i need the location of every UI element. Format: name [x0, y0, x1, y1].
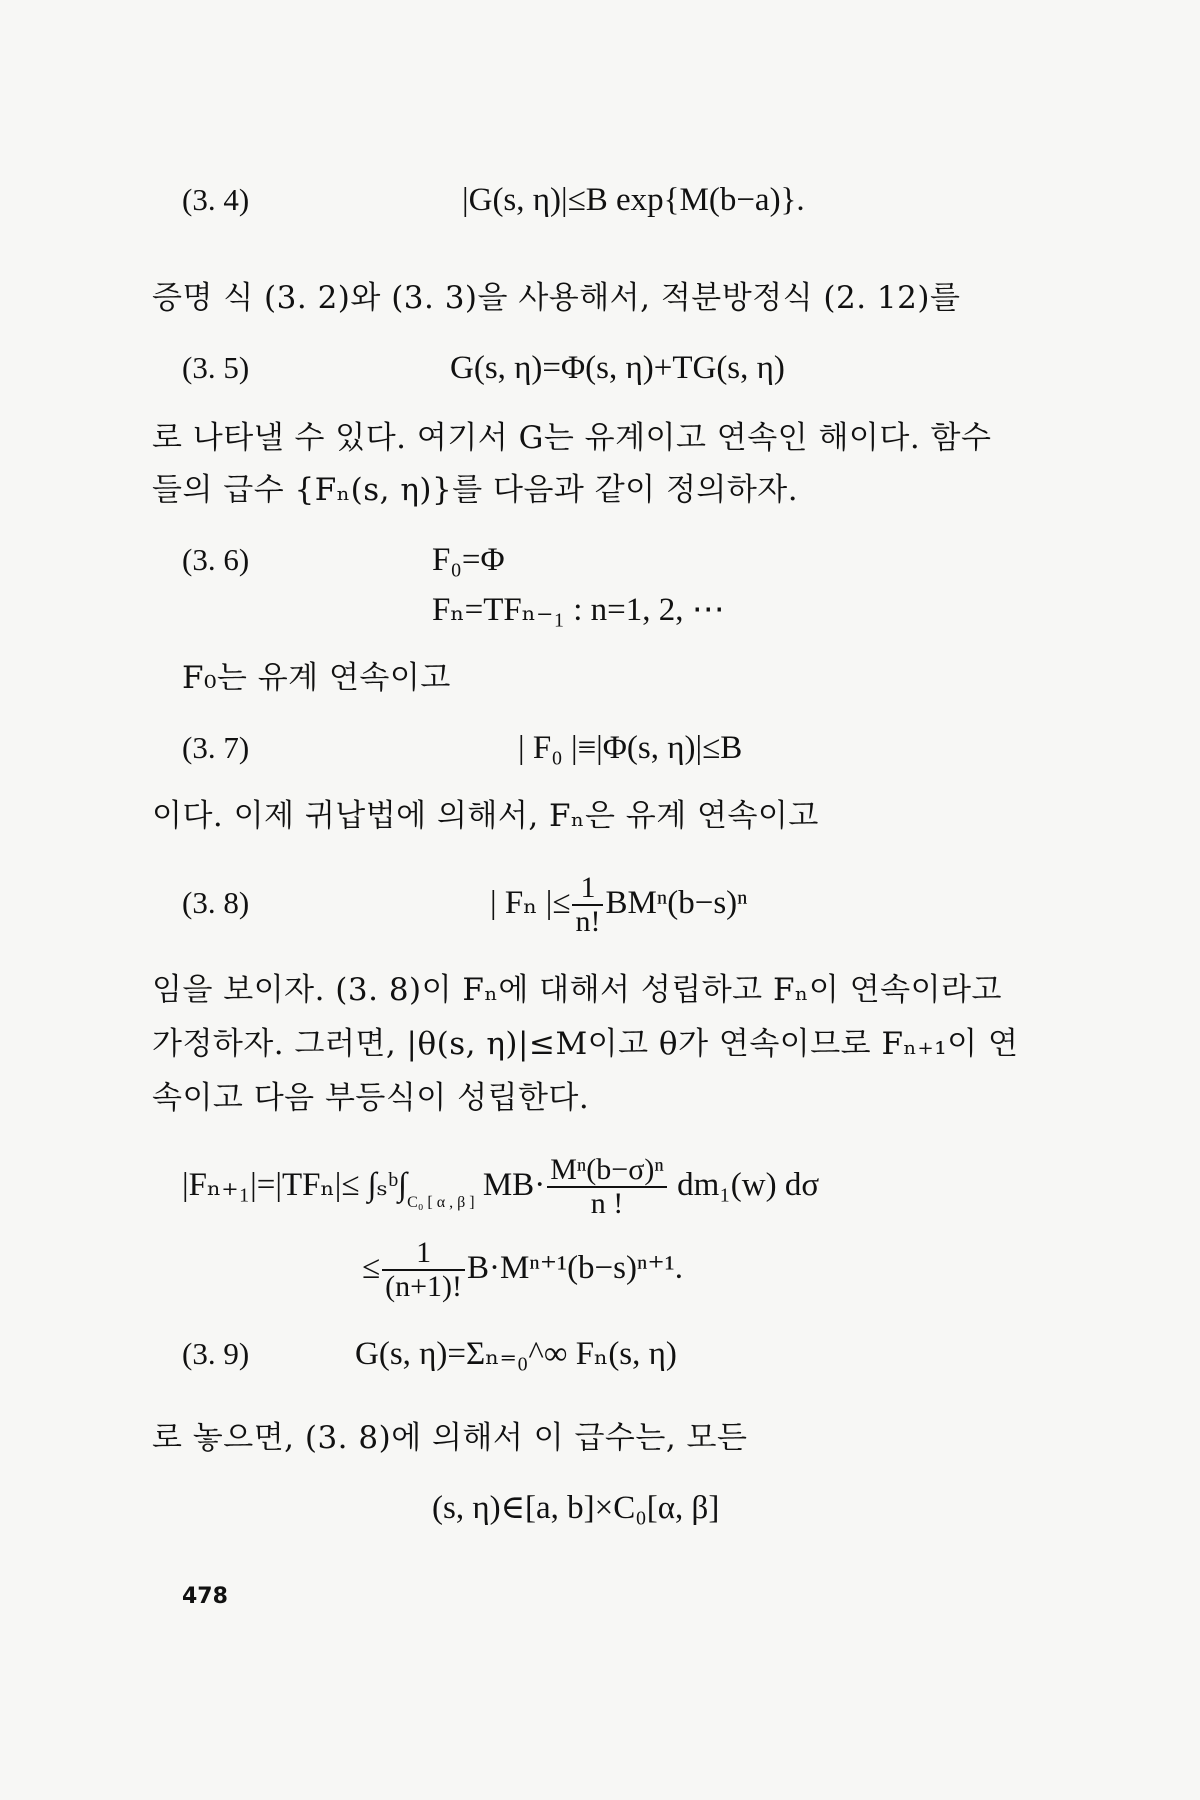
eq-part: B·Mⁿ⁺¹(b−s)ⁿ⁺¹. — [467, 1250, 683, 1286]
eq-part: |Fₙ₊₁|=|TFₙ|≤ ∫ₛᵇ∫ — [182, 1167, 408, 1203]
equation-3-4: |G(s, η)|≤B exp{M(b−a)}. — [462, 182, 805, 218]
paragraph-line: 이다. 이제 귀납법에 의해서, Fₙ은 유계 연속이고 — [152, 798, 819, 834]
fraction-numerator: 1 — [572, 872, 603, 906]
paragraph-line: 로 놓으면, (3. 8)에 의해서 이 급수는, 모든 — [152, 1420, 748, 1456]
fraction-denominator: n! — [575, 905, 601, 939]
fraction-denominator: n ! — [590, 1187, 624, 1221]
domain-expression: (s, η)∈[a, b]×C₀[α, β] — [432, 1490, 720, 1526]
paragraph-line: 임을 보이자. (3. 8)이 Fₙ에 대해서 성립하고 Fₙ이 연속이라고 — [152, 972, 1002, 1008]
inequality-line-2 — [362, 1226, 683, 1310]
fraction — [547, 1154, 667, 1220]
equation-3-6b: Fₙ=TFₙ₋₁ : n=1, 2, ⋯ — [432, 592, 725, 628]
paragraph-line: 증명 식 (3. 2)와 (3. 3)을 사용해서, 적분방정식 (2. 12)를 — [152, 280, 961, 316]
equation-3-9: G(s, η)=Σₙ₌₀^∞ Fₙ(s, η) — [355, 1336, 677, 1372]
equation-3-6a: F₀=Φ — [432, 542, 505, 578]
equation-number: (3. 8) — [182, 885, 250, 920]
fraction — [382, 1237, 465, 1303]
paragraph-line: 로 나타낼 수 있다. 여기서 G는 유계이고 연속인 해이다. 함수 — [152, 420, 992, 456]
equation-number: (3. 7) — [182, 730, 250, 765]
paragraph-line: 가정하자. 그러면, |θ(s, η)|≤M이고 θ가 연속이므로 Fₙ₊₁이 연 — [152, 1026, 1019, 1062]
equation-number: (3. 9) — [182, 1336, 250, 1371]
integral-subscript: C₀ [ α , β ] — [407, 1194, 475, 1211]
equation-3-5: G(s, η)=Φ(s, η)+TG(s, η) — [450, 350, 785, 386]
eq-part: BMⁿ(b−s)ⁿ — [605, 885, 748, 921]
equation-3-7: | F₀ |≡|Φ(s, η)|≤B — [518, 730, 743, 766]
fraction-numerator: Mⁿ(b−σ)ⁿ — [547, 1154, 667, 1188]
equation-number: (3. 6) — [182, 542, 250, 577]
paragraph-line: 들의 급수 {Fₙ(s, η)}를 다음과 같이 정의하자. — [152, 472, 799, 508]
page-number: 478 — [182, 1584, 228, 1609]
eq-part: MB· — [482, 1167, 546, 1203]
equation-3-8 — [490, 862, 748, 944]
fraction-denominator: (n+1)! — [385, 1270, 463, 1304]
equation-number: (3. 5) — [182, 350, 250, 385]
eq-part: | Fₙ |≤ — [490, 885, 571, 921]
eq-part: dm₁(w) dσ — [677, 1167, 820, 1203]
fraction-numerator: 1 — [382, 1237, 465, 1271]
paragraph-line: 속이고 다음 부등식이 성립한다. — [152, 1080, 590, 1116]
eq-part: ≤ — [362, 1250, 381, 1286]
equation-number: (3. 4) — [182, 182, 250, 217]
paragraph-line: F₀는 유계 연속이고 — [182, 660, 451, 696]
fraction — [572, 872, 603, 938]
